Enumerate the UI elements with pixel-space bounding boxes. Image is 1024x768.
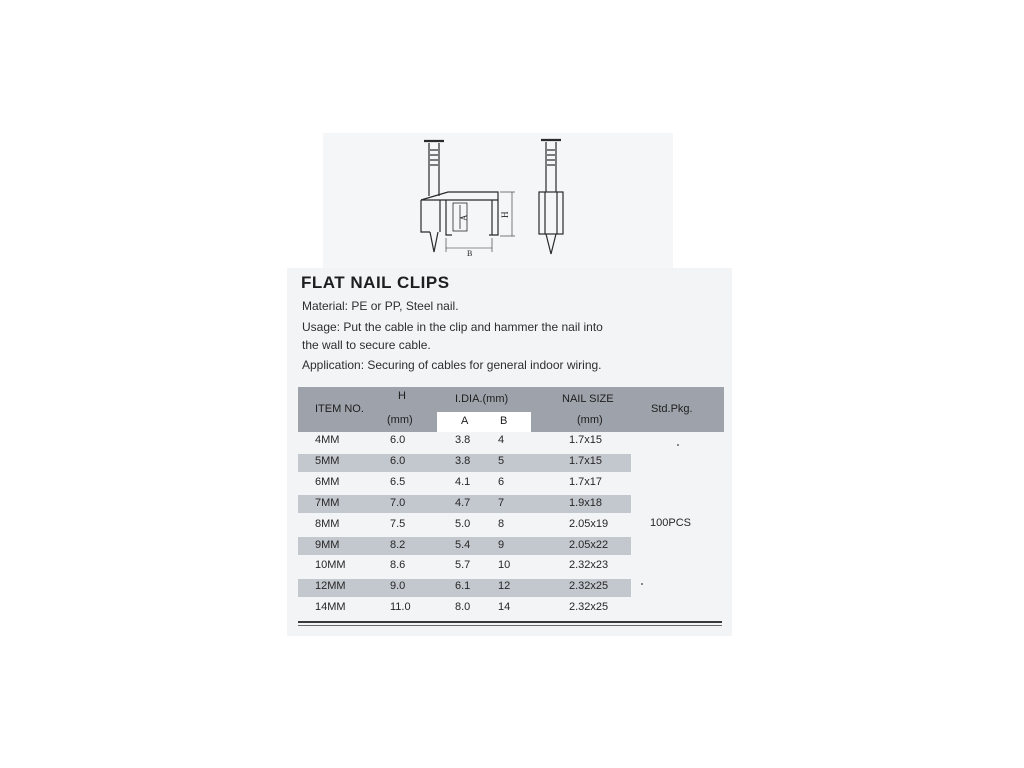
table-bottom-rule-thin [298, 625, 722, 626]
table-cell-a: 5.4 [455, 538, 471, 551]
table-cell-h: 9.0 [390, 580, 406, 593]
table-cell-a: 8.0 [455, 601, 471, 614]
diagram-label-h: H [500, 211, 510, 218]
header-nail-size: NAIL SIZE [562, 393, 614, 405]
table-cell-b: 12 [498, 580, 511, 593]
application-text: Application: Securing of cables for general indoor wiring. [302, 358, 602, 372]
table-cell-a: 5.0 [455, 517, 471, 530]
table-cell-nail: 2.05x19 [569, 517, 609, 530]
table-cell-h: 6.0 [390, 434, 406, 446]
material-text: Material: PE or PP, Steel nail. [302, 299, 459, 313]
table-cell-a: 6.1 [455, 580, 471, 593]
table-cell-b: 14 [498, 601, 511, 614]
table-cell-a: 4.1 [455, 475, 471, 488]
header-item-no: ITEM NO. [315, 403, 364, 415]
table-bottom-rule [298, 621, 722, 623]
table-cell-h: 8.2 [390, 538, 406, 551]
table-cell-a: 5.7 [455, 559, 471, 572]
table-cell-a: 4.7 [455, 496, 471, 509]
table-cell-nail: 1.7x15 [569, 434, 603, 446]
table-cell-h: 6.5 [390, 475, 406, 488]
table-cell-item: 8MM [315, 517, 340, 530]
std-pkg-value: 100PCS [650, 517, 691, 529]
table-cell-item: 9MM [315, 538, 340, 551]
table-cell-nail: 2.05x22 [569, 538, 609, 551]
header-h: H [398, 390, 406, 402]
header-h-unit: (mm) [387, 414, 413, 426]
table-cell-item: 14MM [315, 601, 346, 614]
table-cell-item: 5MM [315, 454, 340, 467]
table-cell-item: 4MM [315, 434, 340, 446]
speck [677, 444, 679, 446]
usage-text-line2: the wall to secure cable. [302, 338, 431, 352]
table-cell-nail: 2.32x25 [569, 580, 609, 593]
table-cell-nail: 2.32x23 [569, 559, 609, 572]
usage-text-line1: Usage: Put the cable in the clip and hammer the nail into [302, 320, 603, 334]
table-cell-item: 10MM [315, 559, 346, 572]
table-cell-nail: 2.32x25 [569, 601, 609, 614]
speck [641, 583, 643, 585]
table-cell-item: 7MM [315, 496, 340, 509]
table-cell-item: 6MM [315, 475, 340, 488]
table-cell-nail: 1.9x18 [569, 496, 603, 509]
table-cell-b: 7 [498, 496, 505, 509]
header-std-pkg: Std.Pkg. [651, 403, 693, 415]
table-cell-b: 8 [498, 517, 505, 530]
table-cell-b: 5 [498, 454, 505, 467]
table-cell-h: 7.0 [390, 496, 406, 509]
header-b: B [500, 415, 508, 427]
table-cell-item: 12MM [315, 580, 346, 593]
table-cell-h: 6.0 [390, 454, 406, 467]
header-nail-unit: (mm) [577, 414, 603, 426]
table-cell-b: 4 [498, 434, 505, 446]
table-cell-nail: 1.7x17 [569, 475, 603, 488]
header-a: A [461, 415, 469, 427]
product-title: FLAT NAIL CLIPS [301, 273, 450, 292]
clip-diagram [0, 0, 1024, 300]
table-cell-a: 3.8 [455, 434, 471, 446]
diagram-label-b: B [467, 249, 473, 258]
table-cell-a: 3.8 [455, 454, 471, 467]
header-idia: I.DIA.(mm) [455, 393, 509, 405]
table-cell-b: 10 [498, 559, 511, 572]
table-cell-h: 8.6 [390, 559, 406, 572]
table-cell-b: 9 [498, 538, 505, 551]
diagram-label-a: A [459, 214, 469, 221]
table-cell-b: 6 [498, 475, 505, 488]
table-subheader-dia [437, 412, 531, 432]
table-cell-h: 7.5 [390, 517, 406, 530]
table-cell-h: 11.0 [390, 601, 411, 614]
table-cell-nail: 1.7x15 [569, 454, 603, 467]
